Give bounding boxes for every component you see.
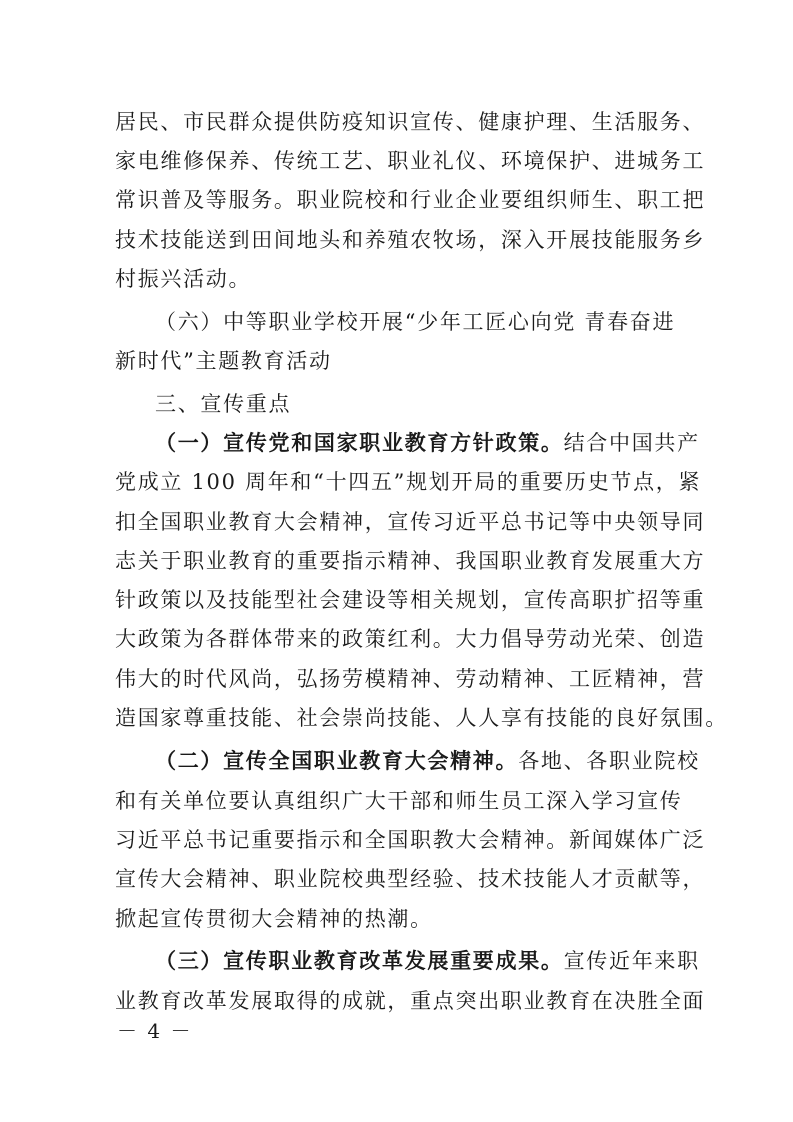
body-text-line: 扣全国职业教育大会精神，宣传习近平总书记等中央领导同 xyxy=(115,510,706,534)
paragraph-text: 宣传近年来职 xyxy=(563,949,700,973)
paragraph-heading: （二）宣传全国职业教育大会精神。 xyxy=(155,748,519,773)
body-text-line: 大政策为各群体带来的政策红利。大力倡导劳动光荣、创造 xyxy=(115,627,706,651)
paragraph-heading: （一）宣传党和国家职业教育方针政策。 xyxy=(155,430,564,455)
subsection-heading-cont: 新时代”主题教育活动 xyxy=(115,349,332,373)
body-text-line: 宣传大会精神、职业院校典型经验、技术技能人才贡献等， xyxy=(115,867,706,891)
body-text-line: 技术技能送到田间地头和养殖农牧场，深入开展技能服务乡 xyxy=(115,228,706,252)
body-text-line: 伟大的时代风尚，弘扬劳模精神、劳动精神、工匠精神，营 xyxy=(115,667,706,691)
body-text-line: 常识普及等服务。职业院校和行业企业要组织师生、职工把 xyxy=(115,188,706,212)
page-number: － 4 － xyxy=(117,1019,193,1043)
body-text-line: 掀起宣传贯彻大会精神的热潮。 xyxy=(115,907,433,931)
body-text-line: 家电维修保养、传统工艺、职业礼仪、环境保护、进城务工 xyxy=(115,149,706,173)
paragraph-first-line xyxy=(155,746,700,776)
body-text-line: 针政策以及技能型社会建设等相关规划，宣传高职扩招等重 xyxy=(115,588,706,612)
section-heading: 三、宣传重点 xyxy=(155,392,292,416)
body-text-line: 党成立 100 周年和“十四五”规划开局的重要历史节点，紧 xyxy=(115,470,702,494)
body-text-line: 业教育改革发展取得的成就，重点突出职业教育在决胜全面 xyxy=(115,989,706,1013)
paragraph-heading: （三）宣传职业教育改革发展重要成果。 xyxy=(155,948,564,973)
paragraph-text: 各地、各职业院校 xyxy=(518,749,700,773)
body-text-line: 造国家尊重技能、社会崇尚技能、人人享有技能的良好氛围。 xyxy=(115,706,728,730)
subsection-heading: （六）中等职业学校开展“少年工匠心向党 青春奋进 xyxy=(155,310,676,334)
body-text-line: 志关于职业教育的重要指示精神、我国职业教育发展重大方 xyxy=(115,549,706,573)
paragraph-first-line xyxy=(155,946,700,976)
body-text-line: 村振兴活动。 xyxy=(115,267,252,291)
paragraph-first-line xyxy=(155,428,700,458)
body-text-line: 习近平总书记重要指示和全国职教大会精神。新闻媒体广泛 xyxy=(115,828,706,852)
body-text-line: 和有关单位要认真组织广大干部和师生员工深入学习宣传 xyxy=(115,789,683,813)
paragraph-text: 结合中国共产 xyxy=(563,431,700,455)
body-text-line: 居民、市民群众提供防疫知识宣传、健康护理、生活服务、 xyxy=(115,110,706,134)
